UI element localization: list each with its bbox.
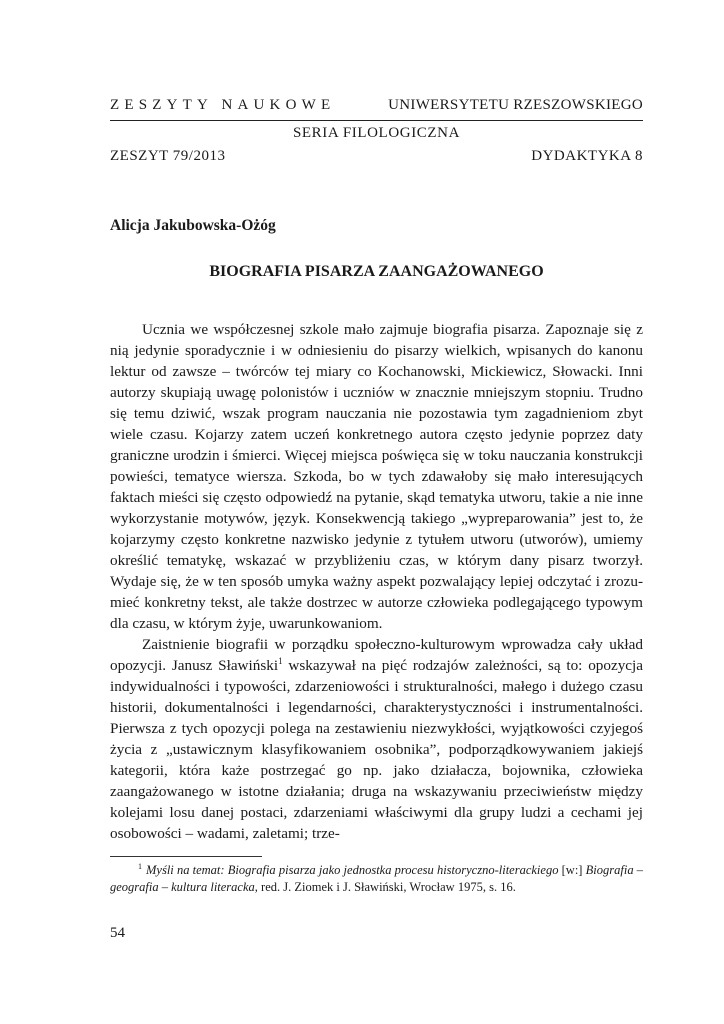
footnote-in-label: [w:] [558,863,586,877]
document-page [110,0,643,1024]
footnote [110,862,643,896]
body-paragraph-1: Ucznia we współczesnej szkole mało zajmuje biografia pisarza. Zapoznaje się z nią jedynie sporadycznie i w odniesieniu do pisarzy wielkich, wpisanych do kanonu lektur od zawsze – twórców tej miary co Kochanowski, Mickiewicz, Słowacki. Inni autorzy skupiają uwagę polonistów i uczniów w znacznie mniejszym stopniu. Trudno się temu dziwić, wszak program nauczania nie pozostawia tym zagadnieniom zbyt wiele czasu. Kojarzy zatem uczeń konkretnego autora często jedynie poprzez daty graniczne urodzin i śmierci. Więcej miejsca poświęca się w toku nauczania konstrukcji powieści, tematyce wiersza. Szkoda, bo w tych zdawałoby się mało interesujących faktach mieści się często odpowiedź na pytanie, skąd tematyka utworu, takie a nie inne wykorzystanie motywów, język. Konsekwencją takiego „wypreparowania” jest to, że kojarzymy często konkretne nazwisko jedynie z tytułem utworu (utworów), umiemy określić tematykę, wskazać w przybliżeniu czas, w którym dany pisarz tworzył. Wydaje się, że w ten sposób umyka ważny aspekt pozwalający lepiej odczytać i zrozumieć konkretny tekst, ale także dostrzec w autorze człowieka podlegającego typowym dla czasu, w którym żyje, uwarunkowaniom. [110,321,643,632]
issue-line [110,147,643,165]
issue-number: ZESZYT 79/2013 [110,148,226,164]
page-number: 54 [110,925,125,941]
paragraph-2-rest: wskazywał na pięć rodzajów zależności, są to: opozycja indywidualności i typowości, zdarzeniowości i strukturalności, małego i dużego czasu historii, dokumentalności i legendarności, charakterystyczności i instrumentalności. Pierwsza z tych opozycji polega na zestawieniu niezwykłości, wyjątkowości czyjegoś życia z „ustawicznym klasyfikowaniem osobnika”, podporządkowywaniem jakiejś kategorii, która każe postrzegać go np. jako działacza, bojownika, człowieka zaangażowanego w istotne działania; druga na wskazywaniu przeciwieństw między kolejami losu danej postaci, zdarzeniami właściwymi dla grupy ludzi a cechami jej osobowości – wadami, zaletami; trze- [110,657,644,842]
body-paragraph-2 [110,634,643,844]
paragraph-2-start: Zaistnienie biografii w porządku społeczno-kulturowym wprowadza cały układ opozycji. Janusz Sławiński [110,636,643,674]
header-rule [110,120,643,121]
journal-header [110,96,643,114]
article-title: BIOGRAFIA PISARZA ZAANGAŻOWANEGO [209,263,544,280]
series-name: SERIA FILOLOGICZNA [292,125,461,141]
section-name: DYDAKTYKA 8 [531,148,643,164]
footnote-separator [110,856,262,857]
footnote-reference[interactable]: 1 [278,655,283,666]
footnote-number: 1 [138,861,142,871]
article-author: Alicja Jakubowska-Ożóg [110,217,276,234]
footnote-book-title: Biografia – geografia – kultura literacka [110,863,644,894]
university-name: UNIWERSYTETU RZESZOWSKIEGO [388,97,643,113]
footnote-details: , red. J. Ziomek i J. Sławiński, Wrocław 1975, s. 16. [254,880,516,894]
article-body [110,319,643,844]
footnote-cited-title: Myśli na temat: Biografia pisarza jako jednostka procesu historyczno-literackiego [146,863,559,877]
journal-name: ZESZYTY NAUKOWE [110,97,336,113]
